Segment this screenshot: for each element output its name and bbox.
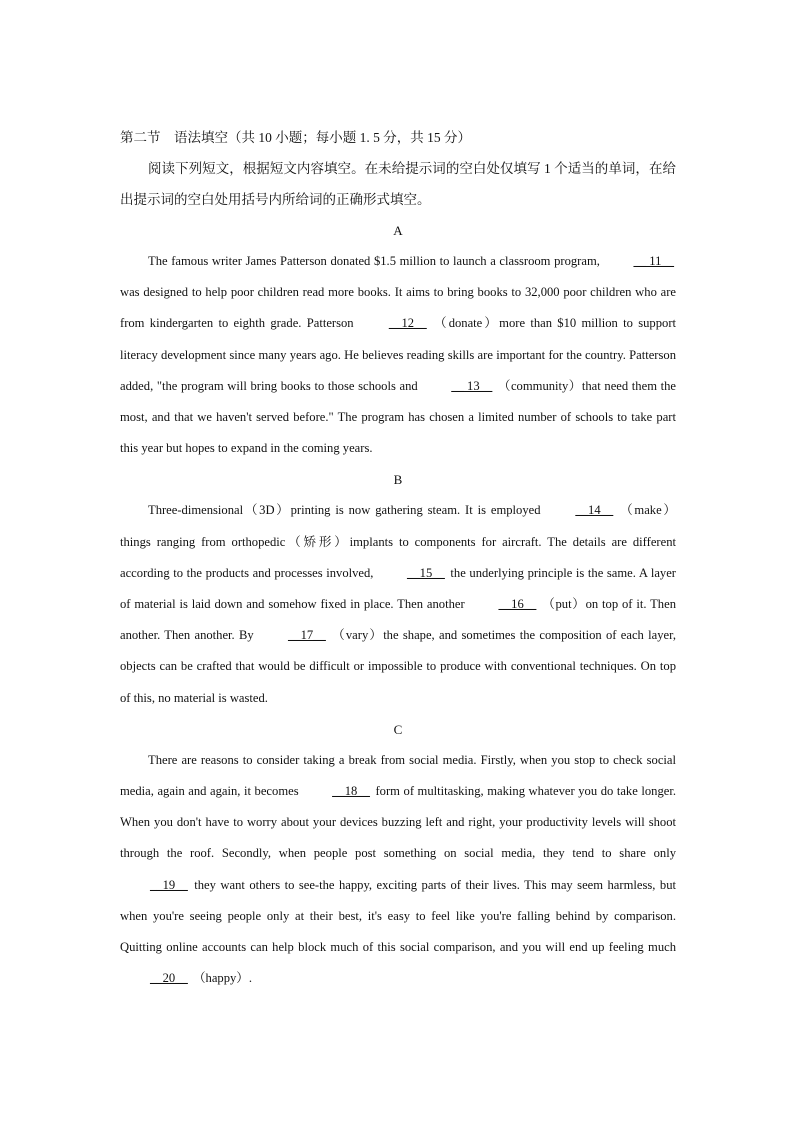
passage-c bbox=[120, 745, 676, 995]
passage-b-text-1: Three-dimensional（3D）printing is now gathering steam. It is employed bbox=[148, 503, 546, 518]
passage-b-text-2: things ranging from orthopedic（矫形）implants to components for aircraft. The details are different according to the products and processes involved, bbox=[120, 534, 676, 580]
blank-16: __16__ bbox=[498, 597, 537, 612]
passage-a-text-1: The famous writer James Patterson donated $1.5 million to launch a classroom program, bbox=[148, 254, 604, 268]
blank-13: __ 13__ bbox=[451, 378, 493, 393]
passage-a-label: A bbox=[393, 223, 403, 238]
blank-15: __15__ bbox=[407, 565, 445, 580]
hint-17: （vary） bbox=[332, 628, 384, 643]
passage-a-text-4: that need them the most, and that we haven't served before." The program has chosen a limited number of schools to take part this year but hopes to expand in the coming years. bbox=[120, 378, 676, 456]
passage-c-text-1: There are reasons to consider taking a break from social media. Firstly, when you stop to check social media, again and again, it becomes bbox=[120, 752, 676, 799]
passage-c-text-4: . bbox=[248, 971, 253, 986]
hint-14: （make） bbox=[620, 503, 677, 518]
hint-13: （community） bbox=[497, 378, 582, 393]
section-heading: 第二节 语法填空（共 10 小题；每小题 1. 5 分，共 15 分） bbox=[120, 130, 471, 145]
blank-11: __ 11__ bbox=[633, 254, 674, 268]
passage-a-text-2: was designed to help poor children read more books. It aims to bring books to 32,000 poor children who are from kindergarten to eighth grade. Patterson bbox=[120, 285, 676, 331]
passage-b-text-5: the shape, and sometimes the composition of each layer, objects can be crafted that would be difficult or impossible to produce with conventional techniques. On top of this, no material is wasted. bbox=[120, 628, 676, 705]
passage-a-text-3: more than $10 million to support literacy development since many years ago. He believes reading skills are important for the country. Patterson added, "the program will bring books to those schools and bbox=[120, 316, 677, 393]
passage-a bbox=[120, 246, 676, 464]
passage-b-text-4: on top of it. Then another. Then another. By bbox=[120, 597, 676, 643]
instructions: 阅读下列短文，根据短文内容填空。在未给提示词的空白处仅填写 1 个适当的单词，在给出提示词的空白处用括号内所给词的正确形式填空。 bbox=[120, 161, 676, 207]
passage-b-text-3: the underlying principle is the same. A layer of material is laid down and somehow fixed in place. Then another bbox=[120, 565, 676, 612]
passage-b bbox=[120, 495, 676, 713]
passage-c-text-2: form of multitasking, making whatever you do take longer. When you don't have to worry about your devices buzzing left and right, your productivity levels will shoot through the roof. Secondly, when people post something on social media, they tend to share only bbox=[120, 784, 676, 861]
passage-c-text-3: they want others to see-the happy, exciting parts of their lives. This may seem harmless, but when you're seeing people only at their best, it's easy to feel like you're falling behind by comparison. Quitting online accounts can help block much of this social comparison, and you will end up feeling much bbox=[120, 877, 676, 955]
document-page bbox=[120, 122, 676, 994]
blank-17: __17__ bbox=[288, 628, 326, 643]
hint-16: （put） bbox=[542, 597, 586, 612]
passage-c-label: C bbox=[393, 721, 403, 737]
blank-20: __20__ bbox=[150, 971, 188, 986]
passage-b-label: B bbox=[393, 472, 403, 488]
blank-12: __12__ bbox=[388, 316, 427, 331]
blank-18: __18__ bbox=[332, 784, 370, 799]
blank-19: __19__ bbox=[150, 877, 188, 892]
hint-20: （happy） bbox=[192, 971, 249, 986]
blank-14: __14__ bbox=[575, 503, 614, 518]
hint-12: （donate） bbox=[433, 316, 500, 331]
